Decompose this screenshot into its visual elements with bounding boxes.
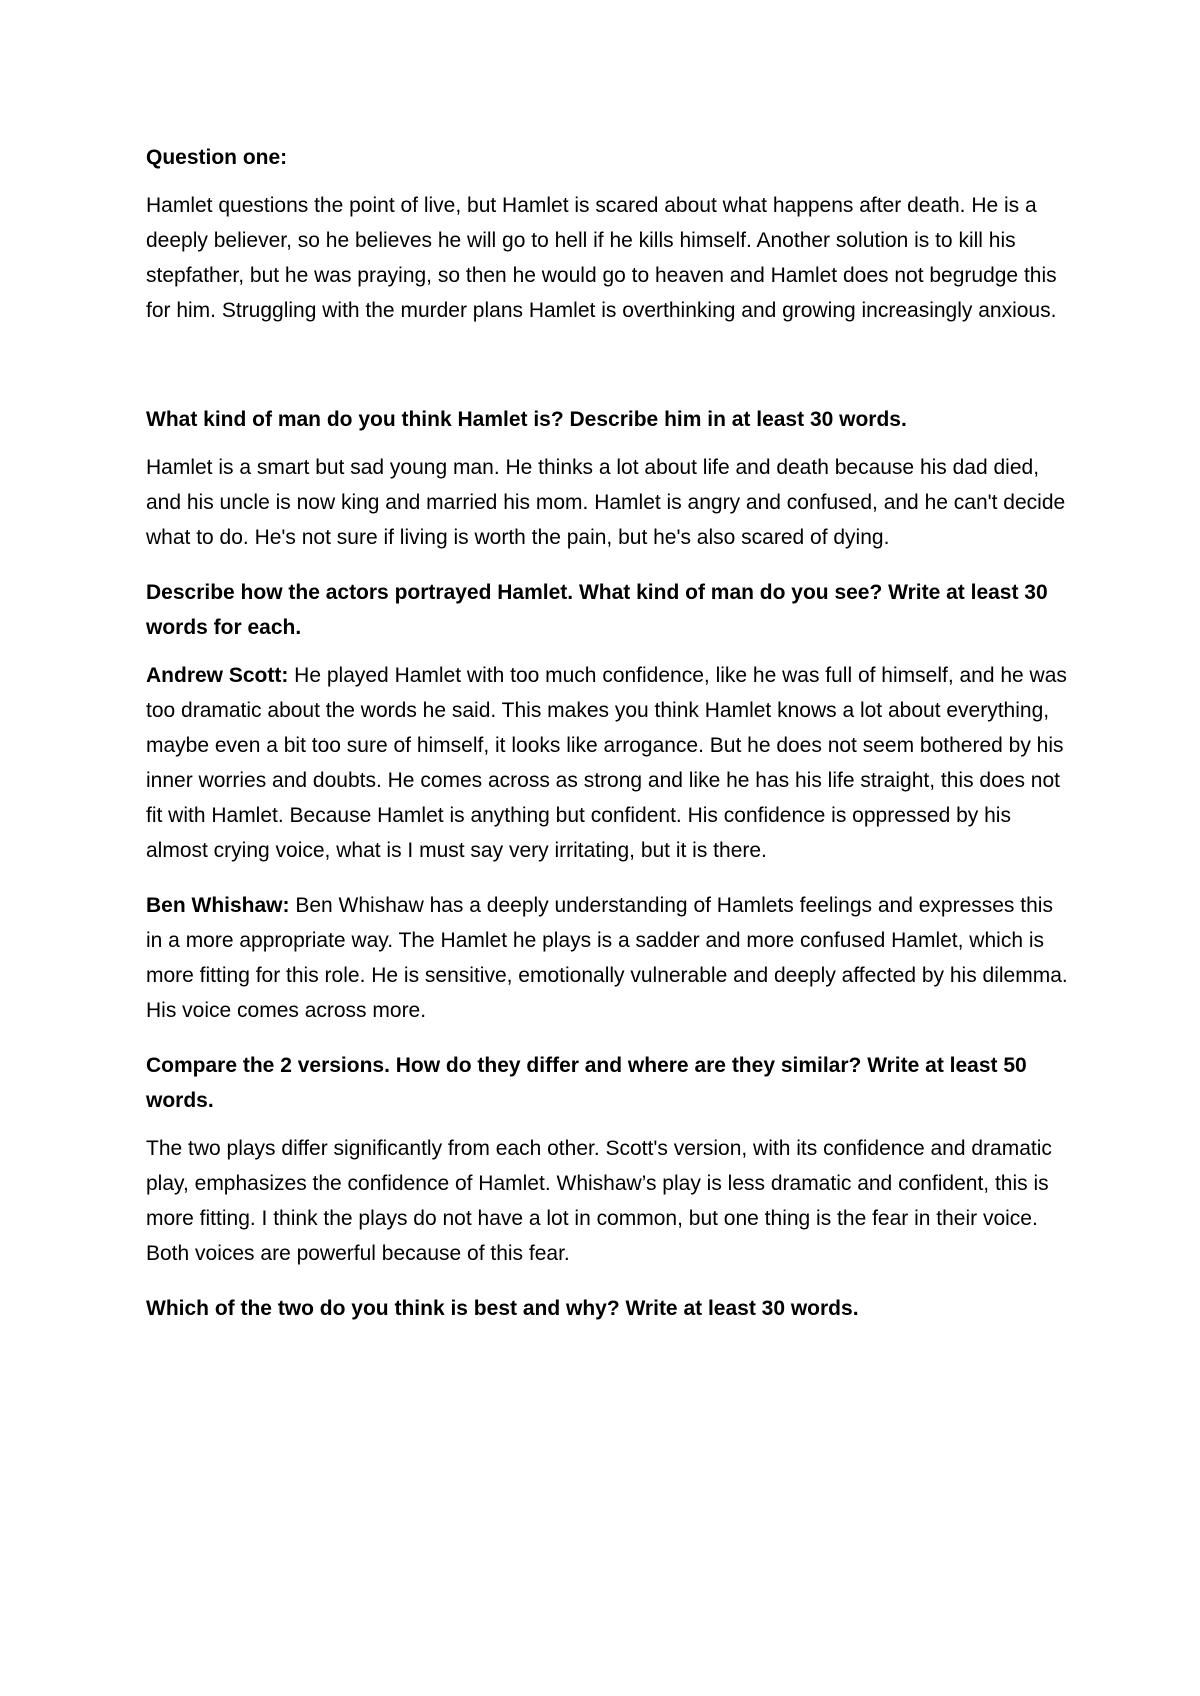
actor-text-scott: He played Hamlet with too much confidence, like he was full of himself, and he was too dramatic about the words he said. This makes you think Hamlet knows a lot about everything, maybe even a bit too sure of himself, it looks like arrogance. But he does not seem bothered by his inner worries and doubts. He comes across as strong and like he has his life straight, this does not fit with Hamlet. Because Hamlet is anything but confident. His confidence is oppressed by his almost crying voice, what is I must say very irritating, but it is there. [146,664,1067,862]
question-two-answer: Hamlet is a smart but sad young man. He thinks a lot about life and death because his dad died, and his uncle is now king and married his mom. Hamlet is angry and confused, and he can't decide what to do. He's not sure if living is worth the pain, but he's also scared of dying. [146,456,1066,549]
question-four-heading: Compare the 2 versions. How do they differ and where are they similar? Write at least 50 words. [146,1054,1027,1112]
question-four-answer: The two plays differ significantly from each other. Scott's version, with its confidence and dramatic play, emphasizes the confidence of Hamlet. Whishaw’s play is less dramatic and confident, this is more fitting. I think the plays do not have a lot in common, but one thing is the fear in their voice. Both voices are powerful because of this fear. [146,1137,1052,1265]
question-two-heading: What kind of man do you think Hamlet is? Describe him in at least 30 words. [146,408,907,431]
actor-name-whishaw: Ben Whishaw: [146,894,290,917]
actor-text-whishaw: Ben Whishaw has a deeply understanding of Hamlets feelings and expresses this in a more appropriate way. The Hamlet he plays is a sadder and more confused Hamlet, which is more fitting for this role. He is sensitive, emotionally vulnerable and deeply affected by his dilemma. His voice comes across more. [146,894,1068,1022]
question-three-heading: Describe how the actors portrayed Hamlet. What kind of man do you see? Write at least 30 words for each. [146,581,1048,639]
actor-paragraph-whishaw [146,888,1071,1028]
document-body [146,140,1071,1339]
question-five-heading: Which of the two do you think is best and why? Write at least 30 words. [146,1297,859,1320]
actor-paragraph-scott [146,658,1071,868]
question-one-answer: Hamlet questions the point of live, but Hamlet is scared about what happens after death. He is a deeply believer, so he believes he will go to hell if he kills himself. Another solution is to kill his stepfather, but he was praying, so then he would go to heaven and Hamlet does not begrudge this for him. Struggling with the murder plans Hamlet is overthinking and growing increasingly anxious. [146,194,1057,322]
actor-name-scott: Andrew Scott: [146,664,289,687]
question-one-heading: Question one: [146,146,288,169]
blank-space [146,348,1071,402]
